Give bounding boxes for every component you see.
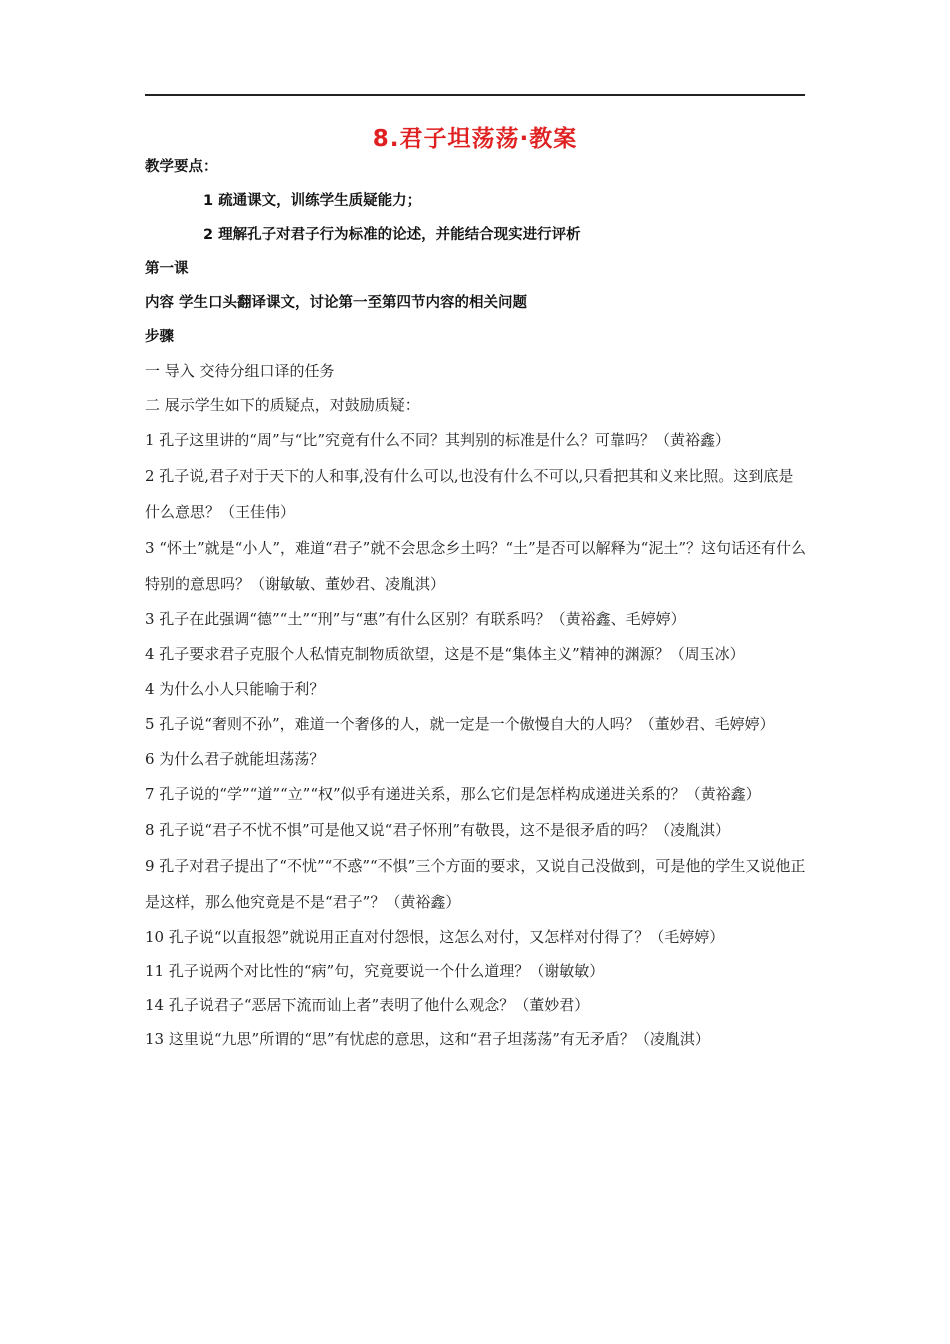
teaching-point: 1 疏通课文，训练学生质疑能力； — [203, 193, 422, 209]
header-rule — [145, 94, 805, 96]
document-title: 8.君子坦荡荡·教案 — [372, 126, 578, 152]
question-item: 9 孔子对君子提出了“不忧”“不惑”“不惧”三个方面的要求，又说自己没做到，可是他的学生又说他正是这样，那么他究竟是不是“君子”？（黄裕鑫） — [145, 857, 806, 911]
content-line: 内容 学生口头翻译课文，讨论第一至第四节内容的相关问题 — [145, 295, 528, 311]
steps-heading: 步骤 — [145, 329, 174, 345]
teaching-points-heading: 教学要点： — [145, 159, 218, 175]
question-item: 5 孔子说“奢则不孙”，难道一个奢侈的人，就一定是一个傲慢自大的人吗？（董妙君、毛婷婷） — [145, 715, 775, 733]
question-item: 4 孔子要求君子克服个人私情克制物质欲望，这是不是“集体主义”精神的渊源？（周玉冰） — [145, 645, 745, 663]
question-item: 3 孔子在此强调“德”“土”“刑”与“惠”有什么区别？有联系吗？（黄裕鑫、毛婷婷） — [145, 610, 686, 628]
step-item: 一 导入 交待分组口译的任务 — [145, 362, 335, 380]
question-item: 4 为什么小人只能喻于利？ — [145, 680, 325, 698]
question-item: 13 这里说“九思”所谓的“思”有忧虑的意思，这和“君子坦荡荡”有无矛盾？（凌胤淇） — [145, 1030, 710, 1048]
question-item: 8 孔子说“君子不忧不惧”可是他又说“君子怀刑”有敬畏，这不是很矛盾的吗？（凌胤淇） — [145, 821, 730, 839]
question-item: 1 孔子这里讲的“周”与“比”究竟有什么不同？其判别的标准是什么？可靠吗？（黄裕鑫） — [145, 431, 730, 449]
question-item: 10 孔子说“以直报怨”就说用正直对付怨恨，这怎么对付，又怎样对付得了？（毛婷婷） — [145, 928, 725, 946]
question-item: 2 孔子说,君子对于天下的人和事,没有什么可以,也没有什么不可以,只看把其和义来比照。这到底是什么意思？（王佳伟） — [145, 467, 794, 521]
lesson-heading: 第一课 — [145, 261, 189, 277]
step-item: 二 展示学生如下的质疑点，对鼓励质疑： — [145, 396, 420, 414]
question-item: 14 孔子说君子“恶居下流而讪上者”表明了他什么观念？（董妙君） — [145, 996, 590, 1014]
question-item: 11 孔子说两个对比性的“病”句，究竟要说一个什么道理？（谢敏敏） — [145, 962, 605, 980]
document-body — [145, 150, 807, 1056]
teaching-point: 2 理解孔子对君子行为标准的论述，并能结合现实进行评析 — [203, 227, 581, 243]
question-item: 3 “怀土”就是“小人”，难道“君子”就不会思念乡土吗？“土”是否可以解释为“泥土”？这句话还有什么特别的意思吗？（谢敏敏、董妙君、凌胤淇） — [145, 539, 807, 593]
question-item: 6 为什么君子就能坦荡荡？ — [145, 750, 325, 768]
question-item: 7 孔子说的“学”“道”“立”“权”似乎有递进关系，那么它们是怎样构成递进关系的？（黄裕鑫） — [145, 785, 761, 803]
